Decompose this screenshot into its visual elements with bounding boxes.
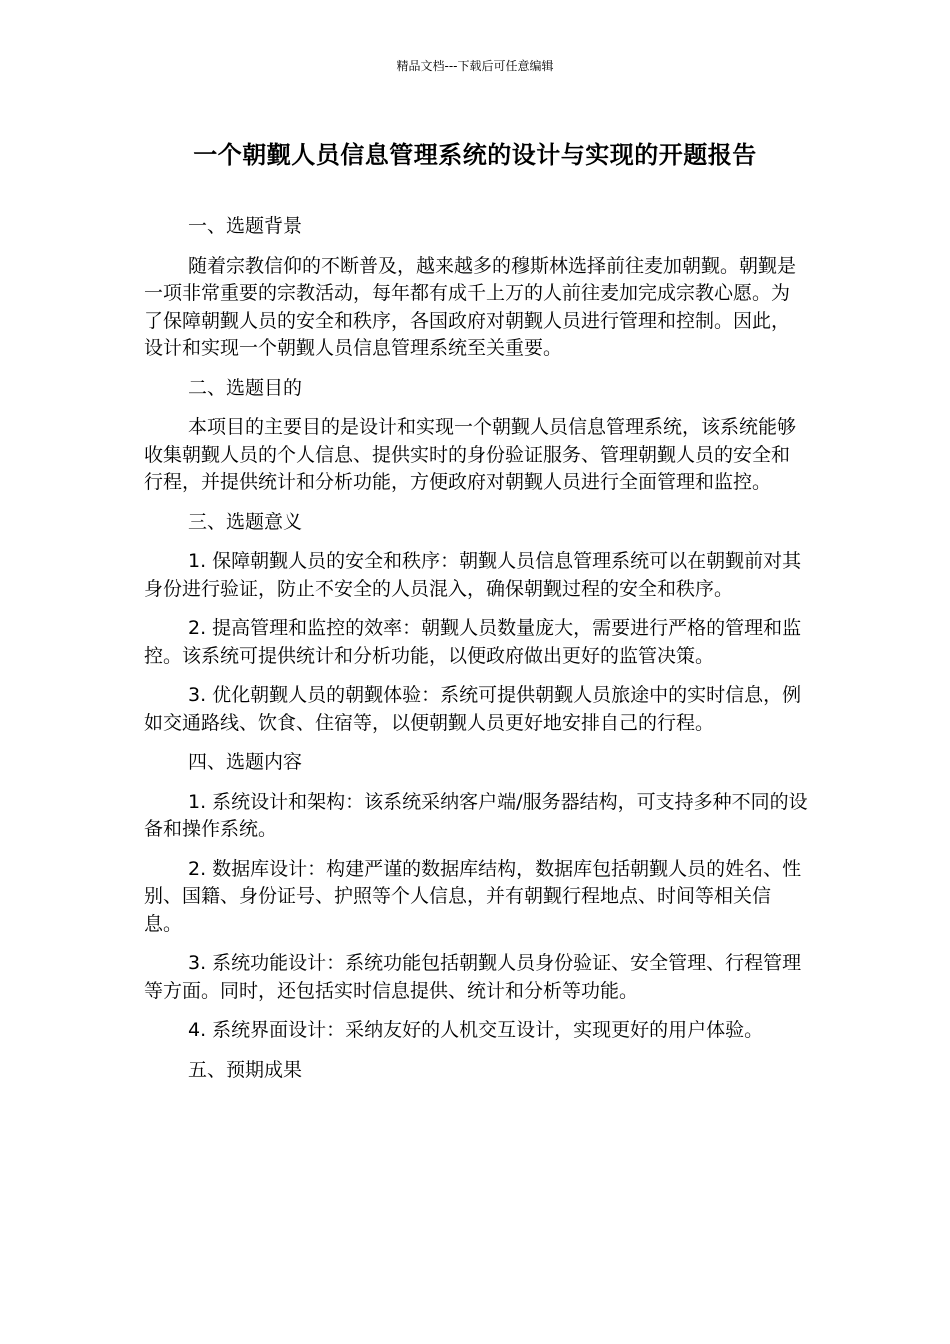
paragraph: 1. 系统设计和架构：该系统采纳客户端/服务器结构，可支持多种不同的设备和操作系统。 bbox=[144, 790, 808, 840]
section-heading-content: 四、选题内容 bbox=[188, 751, 303, 773]
paragraph: 1. 保障朝觐人员的安全和秩序：朝觐人员信息管理系统可以在朝觐前对其身份进行验证，防止不安全的人员混入，确保朝觐过程的安全和秩序。 bbox=[144, 550, 802, 600]
section-heading-expected-results: 五、预期成果 bbox=[188, 1058, 303, 1081]
paragraph: 本项目的主要目的是设计和实现一个朝觐人员信息管理系统，该系统能够收集朝觐人员的个人信息、提供实时的身份验证服务、管理朝觐人员的安全和行程，并提供统计和分析功能，方便政府对朝觐人员进行全面管理和监控。 bbox=[144, 416, 797, 493]
paragraph: 2. 数据库设计：构建严谨的数据库结构，数据库包括朝觐人员的姓名、性别、国籍、身份证号、护照等个人信息，并有朝觐行程地点、时间等相关信息。 bbox=[144, 857, 802, 935]
section-heading-significance: 三、选题意义 bbox=[188, 510, 303, 533]
section-heading-purpose: 二、选题目的 bbox=[188, 376, 303, 399]
paragraph: 3. 系统功能设计：系统功能包括朝觐人员身份验证、安全管理、行程管理等方面。同时，还包括实时信息提供、统计和分析等功能。 bbox=[144, 952, 802, 1002]
document-body bbox=[144, 213, 808, 1096]
page-header: 精品文档---下载后可任意编辑 bbox=[396, 59, 554, 73]
paragraph: 2. 提高管理和监控的效率：朝觐人员数量庞大，需要进行严格的管理和监控。该系统可提供统计和分析功能，以便政府做出更好的监管决策。 bbox=[144, 617, 802, 667]
paragraph: 随着宗教信仰的不断普及，越来越多的穆斯林选择前往麦加朝觐。朝觐是一项非常重要的宗教活动，每年都有成千上万的人前往麦加完成宗教心愿。为了保障朝觐人员的安全和秩序，各国政府对朝觐人员进行管理和控制。因此，设计和实现一个朝觐人员信息管理系统至关重要。 bbox=[144, 254, 797, 359]
paragraph: 3. 优化朝觐人员的朝觐体验：系统可提供朝觐人员旅途中的实时信息，例如交通路线、饮食、住宿等，以便朝觐人员更好地安排自己的行程。 bbox=[144, 684, 802, 734]
document-title: 一个朝觐人员信息管理系统的设计与实现的开题报告 bbox=[193, 141, 757, 169]
paragraph: 4. 系统界面设计：采纳友好的人机交互设计，实现更好的用户体验。 bbox=[188, 1019, 764, 1041]
section-heading-background: 一、选题背景 bbox=[188, 215, 303, 237]
